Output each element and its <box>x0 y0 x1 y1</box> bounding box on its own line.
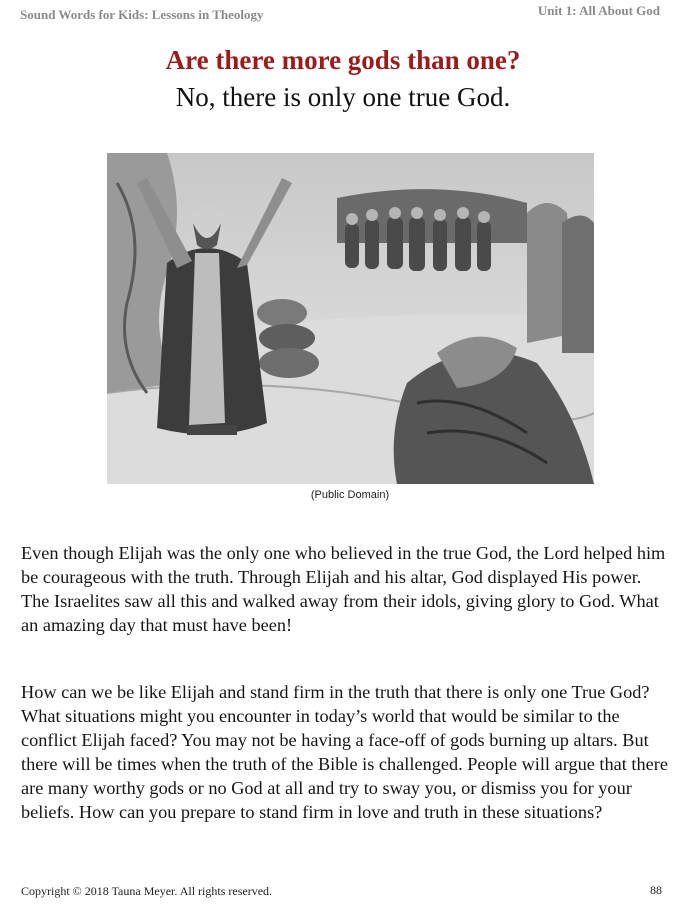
body-paragraph-1: Even though Elijah was the only one who believed in the true God, the Lord helped him be courageous with the truth. Through Elijah and his altar, God displayed His power. The Israelites saw all this and walked away from their idols, giving glory to God. What an amazing day that must have been! <box>21 543 666 636</box>
unit-title: Unit 1: All About God <box>537 3 660 18</box>
lesson-answer: No, there is only one true God. <box>175 82 511 112</box>
elijah-illustration <box>107 153 594 484</box>
book-title: Sound Words for Kids: Lessons in Theology <box>20 7 264 22</box>
body-paragraph-2: How can we be like Elijah and stand firm in the truth that there is only one True God? What situations might you encounter in today’s world that would be similar to the conflict Elijah faced? You may not be having a face-off of gods burning up altars. But there will be times when the truth of the Bible is challenged. People will argue that there are many worthy gods or no God at all and try to sway you, or dismiss you for your beliefs. How can you prepare to stand firm in love and truth in these situations? <box>21 682 668 823</box>
page-number: 88 <box>650 883 662 897</box>
copyright-notice: Copyright © 2018 Tauna Meyer. All rights reserved. <box>21 884 273 898</box>
lesson-question: Are there more gods than one? <box>165 45 521 75</box>
elijah-altar-drawing <box>107 153 594 484</box>
illustration-caption: (Public Domain) <box>310 489 390 501</box>
